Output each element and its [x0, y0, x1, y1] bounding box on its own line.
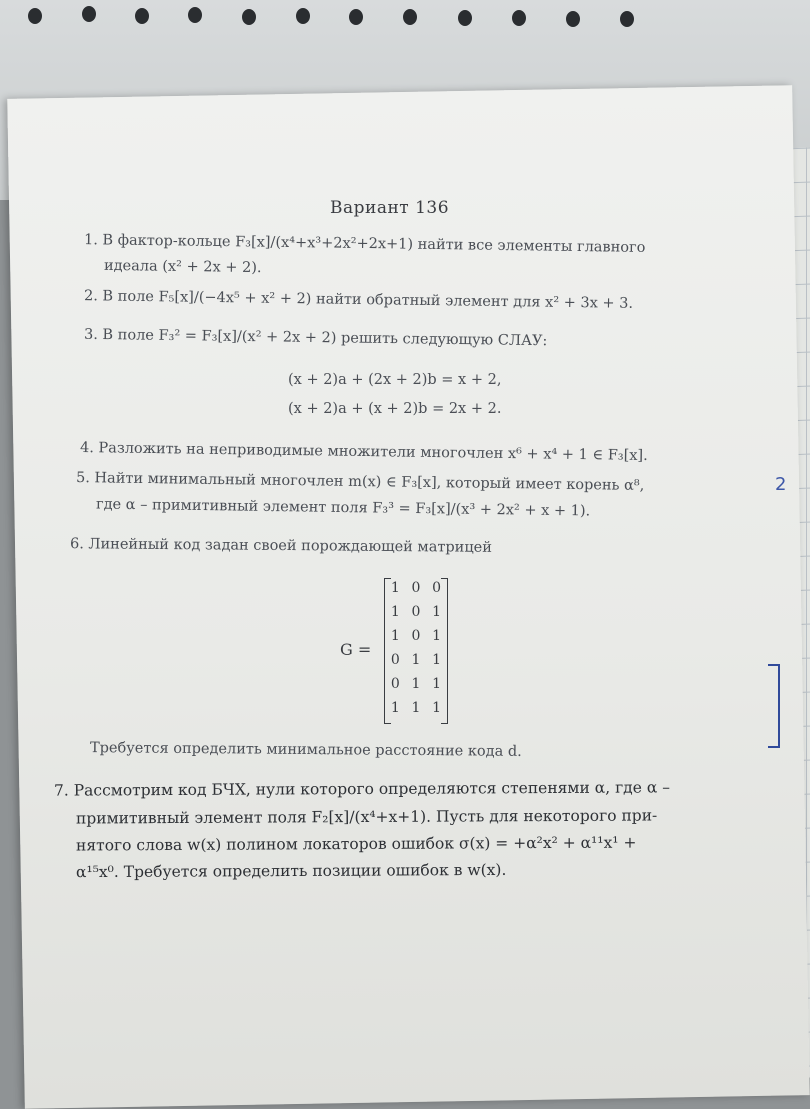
matrix-cell: 1: [432, 652, 442, 668]
problem-4-line-1: 4. Разложить на неприводимые множители многочлен x⁶ + x⁴ + 1 ∈ F₃[x].: [79, 440, 648, 464]
matrix-row: [385, 700, 447, 716]
matrix-cell: 1: [390, 604, 400, 620]
problem-5-line-1: 5. Найти минимальный многочлен m(x) ∈ F₃[x], который имеет корень α⁸,: [75, 470, 645, 494]
problem-3-equation-1: (x + 2)a + (2x + 2)b = x + 2,: [288, 372, 502, 388]
problem-3-equation-2: (x + 2)a + (x + 2)b = 2x + 2.: [288, 401, 502, 417]
handwritten-bracket-mark: [768, 664, 780, 748]
problem-2-line-1: 2. В поле F₅[x]/(−4x⁵ + x² + 2) найти обратный элемент для x² + 3x + 3.: [83, 288, 634, 312]
matrix-cell: 0: [411, 580, 421, 596]
matrix-cell: 0: [390, 676, 400, 692]
generator-matrix: [384, 578, 448, 724]
matrix-cell: 0: [411, 628, 421, 644]
matrix-cell: 1: [390, 628, 400, 644]
problem-7-line-4: α¹⁵x⁰. Требуется определить позиции ошибок в w(x).: [75, 860, 507, 882]
problem-7-line-2: примитивный элемент поля F₂[x]/(x⁴+x+1). Пусть для некоторого при-: [75, 806, 658, 828]
problem-7-line-1: 7. Рассмотрим код БЧХ, нули которого определяются степенями α, где α –: [53, 778, 670, 800]
problem-7-line-3: нятого слова w(x) полином локаторов ошибок σ(x) = +α²x² + α¹¹x¹ +: [75, 833, 637, 855]
problem-1-line-2: идеала (x² + 2x + 2).: [103, 257, 262, 277]
handwritten-margin-note: 2: [775, 474, 787, 495]
matrix-cell: 1: [390, 580, 400, 596]
matrix-cell: 1: [411, 652, 421, 668]
matrix-cell: 1: [432, 628, 442, 644]
matrix-cell: 1: [390, 700, 400, 716]
matrix-cell: 0: [390, 652, 400, 668]
matrix-cell: 0: [411, 604, 421, 620]
problem-6-line-2: Требуется определить минимальное расстояние кода d.: [89, 740, 522, 760]
matrix-row: [385, 580, 447, 596]
matrix-cell: 1: [411, 700, 421, 716]
matrix-label: G =: [340, 640, 372, 659]
problem-3-line-1: 3. В поле F₃² = F₃[x]/(x² + 2x + 2) решить следующую СЛАУ:: [83, 326, 548, 350]
matrix-cell: 0: [432, 580, 442, 596]
problem-1-line-1: 1. В фактор-кольце F₃[x]/(x⁴+x³+2x²+2x+1) найти все элементы главного: [83, 232, 646, 256]
matrix-row: [385, 652, 447, 668]
problem-6-line-1: 6. Линейный код задан своей порождающей матрицей: [69, 536, 492, 556]
matrix-cell: 1: [411, 676, 421, 692]
problem-5-line-2: где α – примитивный элемент поля F₃³ = F₃[x]/(x³ + 2x² + x + 1).: [95, 496, 591, 520]
matrix-row: [385, 604, 447, 620]
matrix-cell: 1: [432, 700, 442, 716]
matrix-row: [385, 628, 447, 644]
variant-title: Вариант 136: [330, 198, 450, 218]
matrix-cell: 1: [432, 604, 442, 620]
matrix-row: [385, 676, 447, 692]
matrix-cell: 1: [432, 676, 442, 692]
